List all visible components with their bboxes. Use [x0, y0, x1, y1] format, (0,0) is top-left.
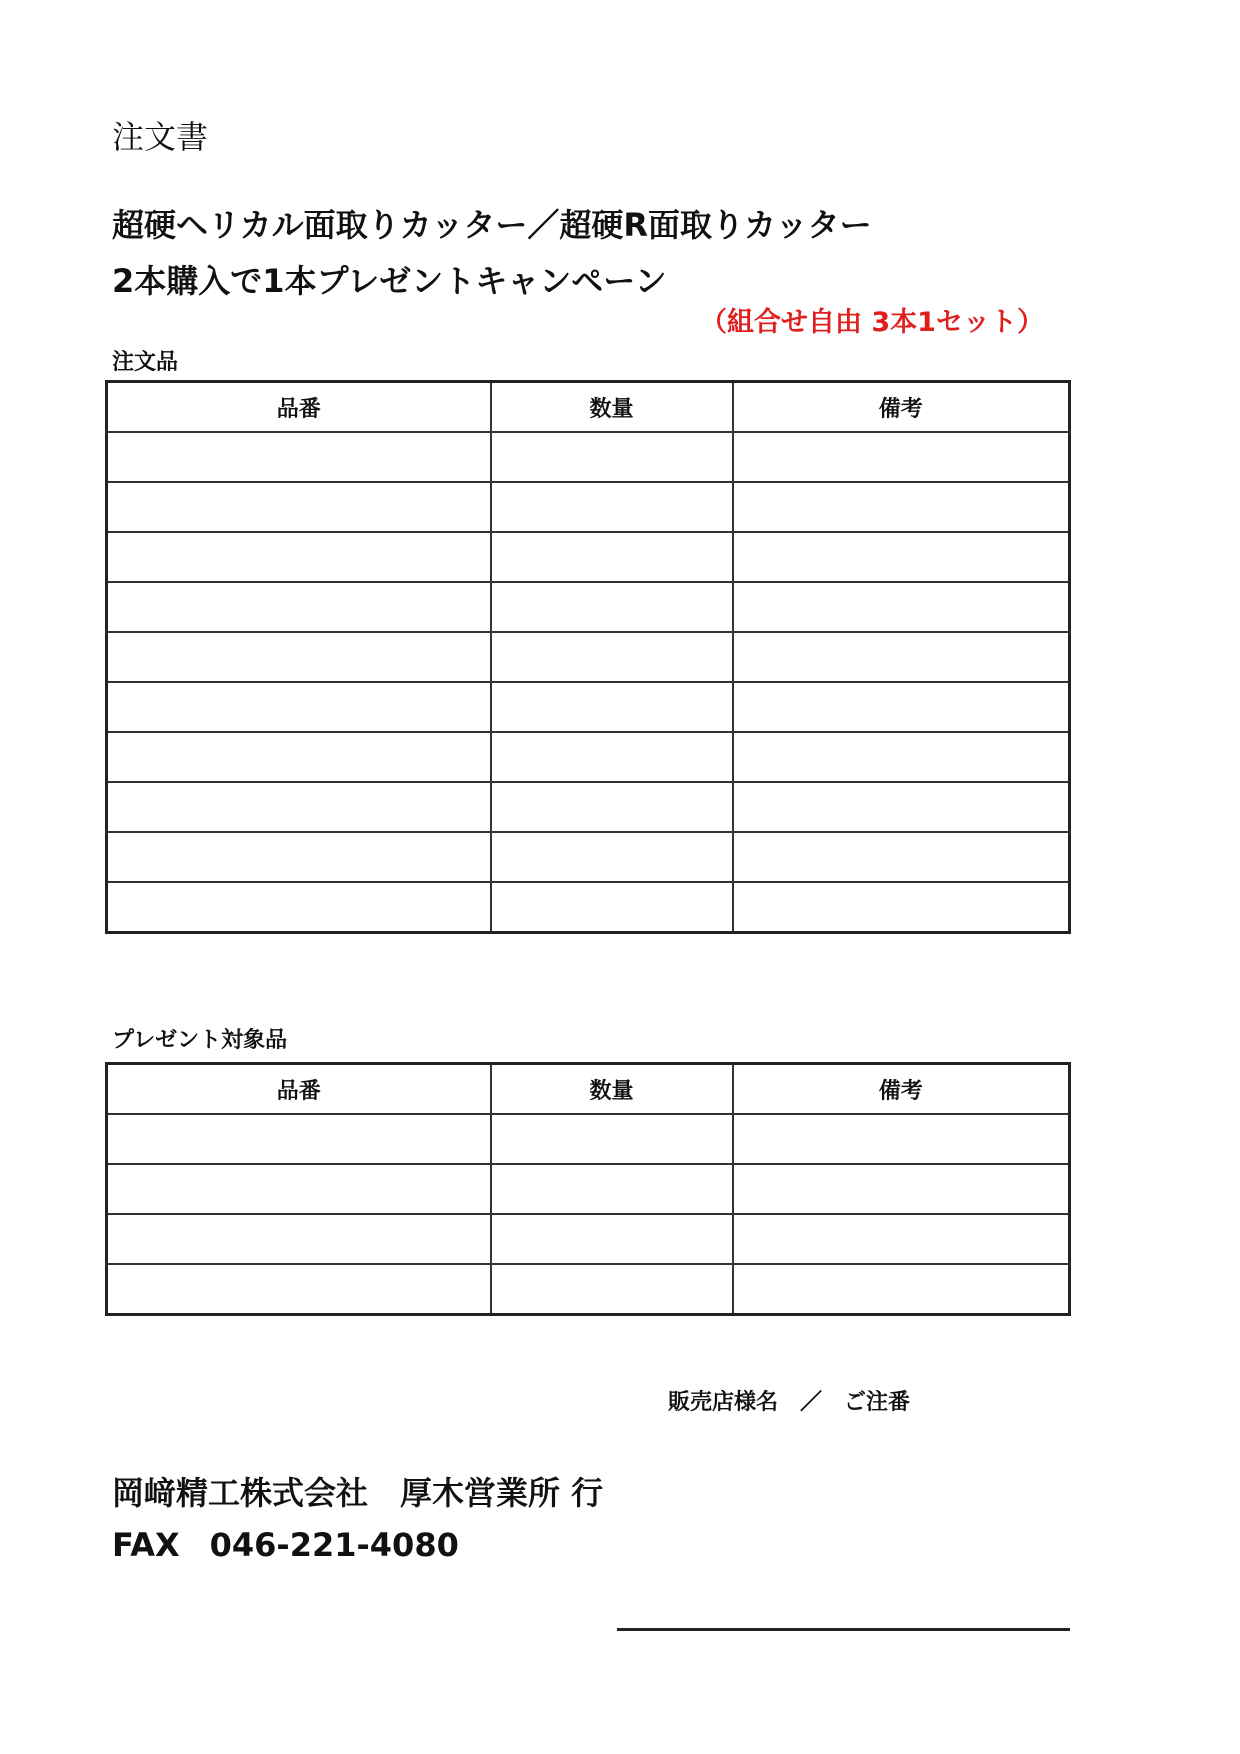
remarks-cell[interactable] — [733, 882, 1070, 933]
table-row — [107, 582, 1070, 632]
campaign-note: （組合せ自由 3本1セット） — [700, 307, 1044, 338]
quantity-cell[interactable] — [491, 582, 733, 632]
remarks-cell[interactable] — [733, 632, 1070, 682]
part-number-cell[interactable] — [107, 1164, 491, 1214]
part-number-cell[interactable] — [107, 882, 491, 933]
present-table — [105, 1062, 1071, 1316]
part-number-cell[interactable] — [107, 682, 491, 732]
column-header-part-number: 品番 — [107, 382, 491, 433]
part-number-cell[interactable] — [107, 782, 491, 832]
fax-label: FAX — [112, 1526, 180, 1564]
quantity-cell[interactable] — [491, 682, 733, 732]
fax-line — [112, 1526, 459, 1564]
quantity-cell[interactable] — [491, 732, 733, 782]
quantity-cell[interactable] — [491, 482, 733, 532]
present-table-header — [107, 1064, 1070, 1115]
remarks-cell[interactable] — [733, 482, 1070, 532]
quantity-cell[interactable] — [491, 882, 733, 933]
campaign-headline-line1: 超硬ヘリカル面取りカッター／超硬R面取りカッター — [112, 206, 872, 244]
column-header-quantity: 数量 — [491, 1064, 733, 1115]
part-number-cell[interactable] — [107, 1214, 491, 1264]
remarks-cell[interactable] — [733, 432, 1070, 482]
column-header-part-number: 品番 — [107, 1064, 491, 1115]
remarks-cell[interactable] — [733, 782, 1070, 832]
table-row — [107, 732, 1070, 782]
quantity-cell[interactable] — [491, 432, 733, 482]
order-table-header — [107, 382, 1070, 433]
table-row — [107, 1164, 1070, 1214]
part-number-cell[interactable] — [107, 532, 491, 582]
table-row — [107, 782, 1070, 832]
part-number-cell[interactable] — [107, 432, 491, 482]
quantity-cell[interactable] — [491, 832, 733, 882]
quantity-cell[interactable] — [491, 1264, 733, 1315]
remarks-cell[interactable] — [733, 532, 1070, 582]
order-table — [105, 380, 1071, 934]
table-row — [107, 1114, 1070, 1164]
present-section-label: プレゼント対象品 — [112, 1028, 288, 1053]
campaign-headline-line2: 2本購入で1本プレゼントキャンペーン — [112, 262, 667, 300]
table-row — [107, 482, 1070, 532]
table-row — [107, 832, 1070, 882]
fax-number: 046-221-4080 — [209, 1526, 459, 1564]
table-row — [107, 682, 1070, 732]
table-row — [107, 882, 1070, 933]
table-row — [107, 432, 1070, 482]
quantity-cell[interactable] — [491, 1114, 733, 1164]
dealer-name-order-number-label: 販売店様名 ／ ご注番 — [668, 1390, 911, 1415]
remarks-cell[interactable] — [733, 682, 1070, 732]
column-header-remarks: 備考 — [733, 1064, 1070, 1115]
part-number-cell[interactable] — [107, 582, 491, 632]
document-title: 注文書 — [112, 118, 209, 156]
part-number-cell[interactable] — [107, 732, 491, 782]
part-number-cell[interactable] — [107, 832, 491, 882]
part-number-cell[interactable] — [107, 1264, 491, 1315]
remarks-cell[interactable] — [733, 832, 1070, 882]
column-header-quantity: 数量 — [491, 382, 733, 433]
table-row — [107, 532, 1070, 582]
remarks-cell[interactable] — [733, 732, 1070, 782]
remarks-cell[interactable] — [733, 1164, 1070, 1214]
signature-line — [617, 1628, 1070, 1631]
table-row — [107, 1214, 1070, 1264]
quantity-cell[interactable] — [491, 1214, 733, 1264]
part-number-cell[interactable] — [107, 1114, 491, 1164]
remarks-cell[interactable] — [733, 1214, 1070, 1264]
quantity-cell[interactable] — [491, 782, 733, 832]
column-header-remarks: 備考 — [733, 382, 1070, 433]
table-row — [107, 1264, 1070, 1315]
remarks-cell[interactable] — [733, 1264, 1070, 1315]
quantity-cell[interactable] — [491, 532, 733, 582]
quantity-cell[interactable] — [491, 632, 733, 682]
remarks-cell[interactable] — [733, 582, 1070, 632]
quantity-cell[interactable] — [491, 1164, 733, 1214]
part-number-cell[interactable] — [107, 482, 491, 532]
order-section-label: 注文品 — [112, 350, 179, 375]
remarks-cell[interactable] — [733, 1114, 1070, 1164]
part-number-cell[interactable] — [107, 632, 491, 682]
table-row — [107, 632, 1070, 682]
recipient-company: 岡﨑精工株式会社 厚木営業所 行 — [112, 1474, 604, 1512]
